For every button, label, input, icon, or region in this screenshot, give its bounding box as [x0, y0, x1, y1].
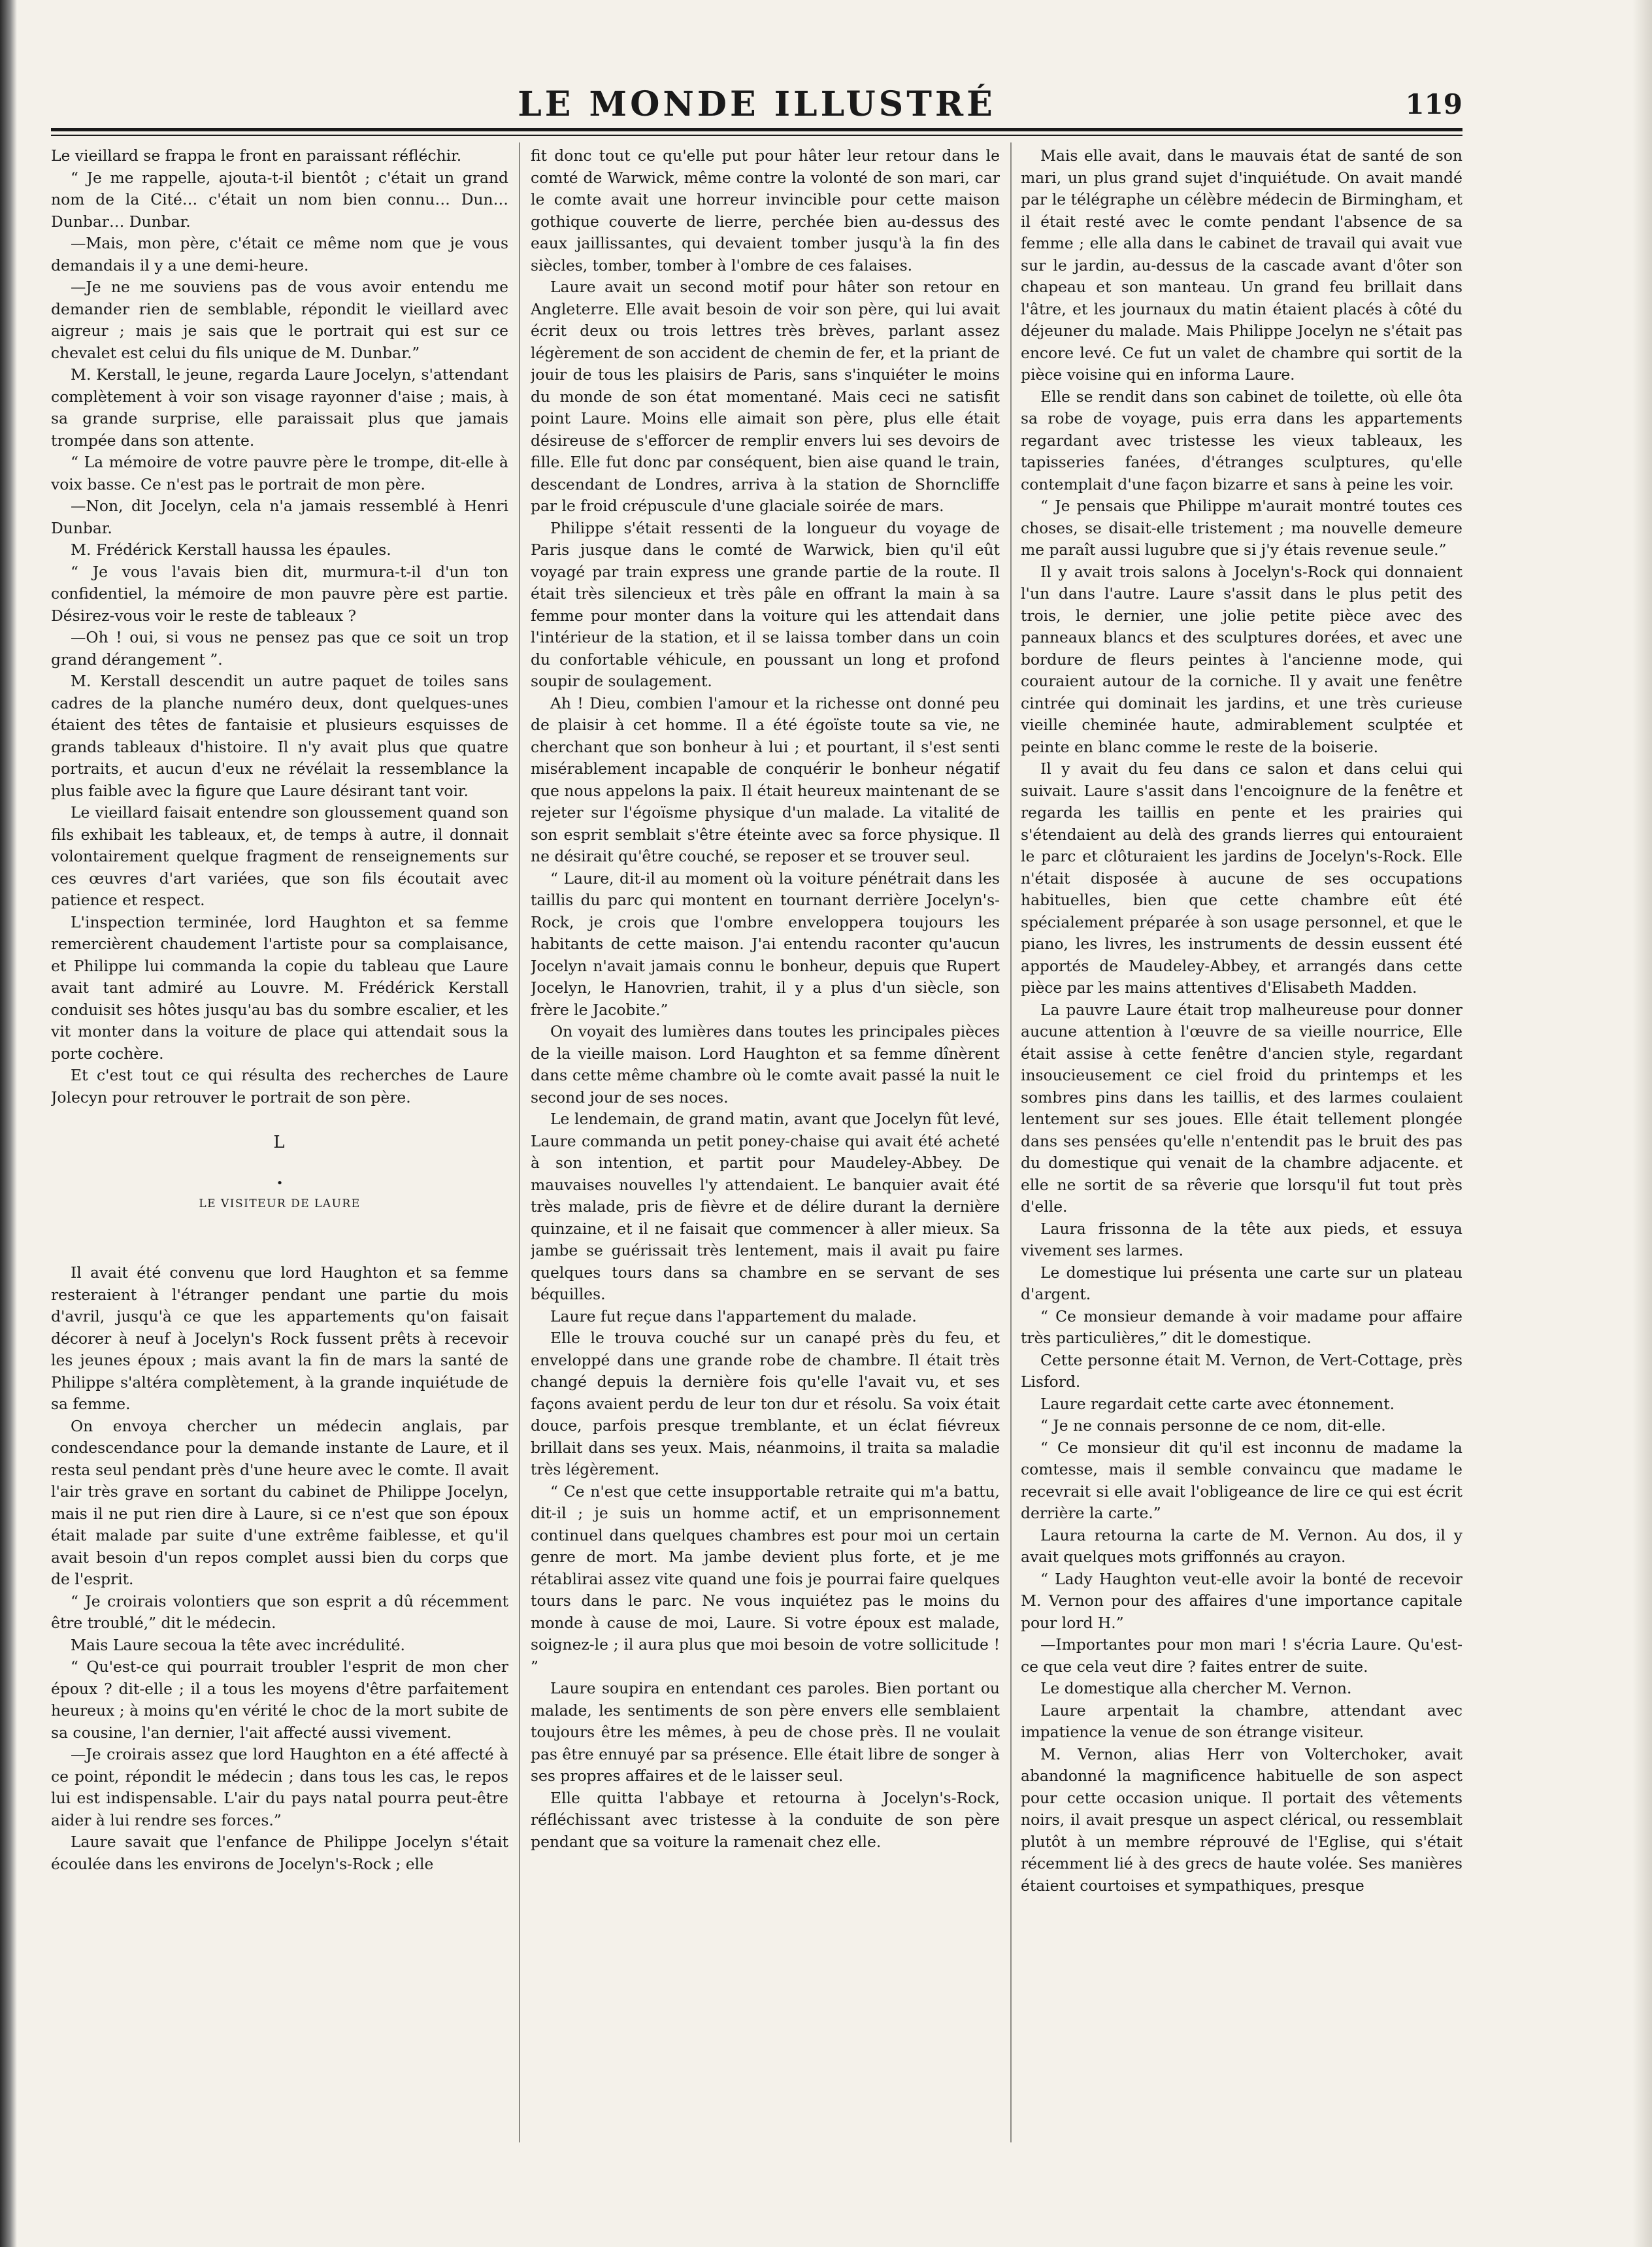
paragraph: —Non, dit Jocelyn, cela n'a jamais ressemblé à Henri Dunbar.	[51, 497, 508, 537]
masthead-title: LE MONDE ILLUSTRÉ	[518, 84, 996, 124]
column-2	[531, 145, 1000, 2145]
paragraph: Ah ! Dieu, combien l'amour et la richesse ont donné peu de plaisir à cet homme. Il a été égoïste toute sa vie, ne cherchant que son bonheur à lui ; et pourtant, il s'est senti misérablement incapable de conquérir le bonheur négatif que nous appelons la paix. Il était heureux maintenant de se rejeter sur l'égoïsme physique d'un malade. La vitalité de son esprit semblait s'être éteinte avec sa force physique. Il ne désirait qu'être couché, se reposer et se trouver seul.	[531, 693, 1000, 865]
paragraph: —Mais, mon père, c'était ce même nom que je vous demandais il y a une demi-heure.	[51, 234, 508, 275]
header-rule-thin	[51, 135, 1462, 136]
scan-edge-left	[0, 0, 17, 2247]
paragraph: fit donc tout ce qu'elle put pour hâter leur retour dans le comté de Warwick, même contre la volonté de son mari, car le comte avait une horreur invincible pour cette maison gothique couverte de lierre, perchée bien au-dessus des eaux jaillissantes, qui devaient tomber jusqu'à la fin des siècles, tomber, tomber à l'ombre de ces falaises.	[531, 146, 1000, 275]
paragraph: Elle se rendit dans son cabinet de toilette, où elle ôta sa robe de voyage, puis erra dans les appartements regardant avec tristesse les vieux tableaux, les tapisseries fanées, d'étranges sculptures, qu'elle contemplait d'une façon bizarre et sans à peine les voir.	[1021, 387, 1462, 493]
page-header	[51, 84, 1462, 125]
paragraph: “ Je pensais que Philippe m'aurait montré toutes ces choses, se disait-elle tristement ; ma nouvelle demeure me paraît aussi lugubre que si j'y étais revenue seule.”	[1021, 497, 1462, 559]
paragraph: Laure regardait cette carte avec étonnement.	[1040, 1394, 1395, 1413]
column-separator	[519, 142, 520, 2142]
paragraph: Le vieillard se frappa le front en paraissant réfléchir.	[51, 146, 462, 165]
paragraph: Laure soupira en entendant ces paroles. Bien portant ou malade, les sentiments de son père envers elle semblaient toujours être les mêmes, à peu de chose près. Il ne voulait pas être ennuyé par sa présence. Elle était libre de songer à ses propres affaires et de le laisser seul.	[531, 1679, 1000, 1785]
column-separator	[1010, 142, 1012, 2142]
paragraph: Laure avait un second motif pour hâter son retour en Angleterre. Elle avait besoin de voir son père, qui lui avait écrit deux ou trois lettres très brèves, parlant assez légèrement de son accident de chemin de fer, et la priant de jouir de tous les plaisirs de Paris, sans s'inquiéter le moins du monde de son état momentané. Mais ceci ne satisfit point Laure. Moins elle aimait son père, plus elle était désireuse de s'efforcer de remplir envers lui ses devoirs de fille. Elle fut donc par conséquent, bien aise quand le train, descendant de Londres, arriva à la station de Shorncliffe par le froid crépuscule d'une glaciale soirée de mars.	[531, 278, 1000, 515]
column-3	[1021, 145, 1462, 2145]
paragraph: Cette personne était M. Vernon, de Vert-Cottage, près Lisford.	[1021, 1350, 1462, 1391]
paragraph: Laura frissonna de la tête aux pieds, et essuya vivement ses larmes.	[1021, 1219, 1462, 1259]
paragraph: On envoya chercher un médecin anglais, par condescendance pour la demande instante de Laure, et il resta seul pendant près d'une heure avec le comte. Il avait l'air très grave en sortant du cabinet de Philippe Jocelyn, mais il ne put rien dire à Laure, si ce n'est que son époux était malade par suite d'une extrême faiblesse, et qu'il avait besoin d'un repos complet aussi bien du corps que de l'esprit.	[51, 1416, 508, 1588]
paragraph: —Importantes pour mon mari ! s'écria Laure. Qu'est-ce que cela veut dire ? faites entrer de suite.	[1021, 1635, 1462, 1676]
paragraph: Mais Laure secoua la tête avec incrédulité.	[71, 1635, 405, 1654]
paragraph: Mais elle avait, dans le mauvais état de santé de son mari, un plus grand sujet d'inquiétude. On avait mandé par le télégraphe un célèbre médecin de Birmingham, et il était resté avec le comte pendant l'absence de sa femme ; elle alla dans le cabinet de travail qui avait vue sur le jardin, au-dessus de la cascade avant d'ôter son chapeau et son manteau. Un grand feu brillait dans l'âtre, et les journaux du matin étaient placés à côté du déjeuner du malade. Mais Philippe Jocelyn ne s'était pas encore levé. Ce fut un valet de chambre qui sortit de la pièce voisine qui en informa Laure.	[1021, 146, 1462, 384]
paragraph: Le domestique lui présenta une carte sur un plateau d'argent.	[1021, 1263, 1462, 1303]
paragraph: Elle le trouva couché sur un canapé près du feu, et enveloppé dans une grande robe de chambre. Il était très changé depuis la dernière fois qu'elle l'avait vu, et ses façons avaient perdu de leur ton dur et résolu. Sa voix était douce, parfois presque tremblante, et un éclat fiévreux brillait dans ses yeux. Mais, néanmoins, il traita sa maladie très légèrement.	[531, 1329, 1000, 1478]
paragraph: “ Lady Haughton veut-elle avoir la bonté de recevoir M. Vernon pour des affaires d'une importance capitale pour lord H.”	[1021, 1569, 1462, 1632]
paragraph: Le domestique alla chercher M. Vernon.	[1040, 1679, 1352, 1697]
paragraph: —Je ne me souviens pas de vous avoir entendu me demander rien de semblable, répondit le vieillard avec aigreur ; mais je sais que le portrait qui est sur ce chevalet est celui du fils unique de M. Dunbar.”	[51, 278, 508, 362]
paragraph: Elle quitta l'abbaye et retourna à Jocelyn's-Rock, réfléchissant avec tristesse à la conduite de son père pendant que sa voiture la ramenait chez elle.	[531, 1788, 1000, 1851]
paragraph: Laura retourna la carte de M. Vernon. Au dos, il y avait quelques mots griffonnés au crayon.	[1021, 1525, 1462, 1566]
paragraph: M. Frédérick Kerstall haussa les épaules.	[71, 541, 391, 559]
paragraph: “ Laure, dit-il au moment où la voiture pénétrait dans les taillis du parc qui montent en tournant derrière Jocelyn's-Rock, je crois que l'ombre enveloppera toujours les habitants de cette maison. J'ai entendu raconter qu'aucun Jocelyn n'avait jamais connu le bonheur, depuis que Rupert Jocelyn, le Hanovrien, trahit, il y a plus d'un siècle, son frère le Jacobite.”	[531, 869, 1000, 1019]
paragraph: Et c'est tout ce qui résulta des recherches de Laure Jolecyn pour retrouver le portrait de son père.	[51, 1066, 508, 1107]
paragraph: “ Je croirais volontiers que son esprit a dû récemment être troublé,” dit le médecin.	[51, 1591, 508, 1632]
paragraph: “ Je ne connais personne de ce nom, dit-elle.	[1040, 1416, 1386, 1435]
paragraph: “ Qu'est-ce qui pourrait troubler l'esprit de mon cher époux ? dit-elle ; il a tous les moyens d'être parfaitement heureux ; à moins qu'en vérité le choc de la mort subite de sa cousine, l'an dernier, l'ait affecté aussi vivement.	[51, 1657, 508, 1742]
paragraph: M. Vernon, alias Herr von Volterchoker, avait abandonné la magnificence habituelle de son aspect pour cette occasion unique. Il portait des vêtements noirs, il avait presque un aspect clérical, ou ressemblait plutôt à un membre réprouvé de l'Eglise, qui s'était récemment lié à des grecs de haute volée. Ses manières étaient courtoises et sympathiques, presque	[1021, 1744, 1462, 1895]
scan-edge-right	[1632, 0, 1652, 2247]
paragraph: M. Kerstall, le jeune, regarda Laure Jocelyn, s'attendant complètement à voir son visage rayonner d'aise ; mais, à sa grande surprise, elle paraissait plus que jamais trompée dans son attente.	[51, 365, 508, 450]
paragraph: Laure arpentait la chambre, attendant avec impatience la venue de son étrange visiteur.	[1021, 1701, 1462, 1741]
paragraph: —Oh ! oui, si vous ne pensez pas que ce soit un trop grand dérangement ”.	[51, 628, 508, 669]
paragraph: “ La mémoire de votre pauvre père le trompe, dit-elle à voix basse. Ce n'est pas le portrait de mon père.	[51, 453, 508, 493]
chapter-title: LE VISITEUR DE LAURE	[199, 1197, 361, 1210]
paragraph: Laure savait que l'enfance de Philippe Jocelyn s'était écoulée dans les environs de Jocelyn's-Rock ; elle	[51, 1833, 508, 1873]
paragraph: Philippe s'était ressenti de la longueur du voyage de Paris jusque dans le comté de Warwick, bien qu'il eût voyagé par train express une grande partie de la route. Il était très silencieux et très pâle en offrant la main à sa femme pour monter dans la voiture qui les attendait dans l'intérieur de la station, et il se laissa tomber dans un coin du confortable véhicule, en poussant un long et profond soupir de soulagement.	[531, 518, 1000, 690]
paragraph: Il y avait trois salons à Jocelyn's-Rock qui donnaient l'un dans l'autre. Laure s'assit dans le plus petit des trois, le dernier, une jolie petite pièce avec des panneaux blancs et des sculptures dorées, et avec une bordure de fleurs peintes à l'ancienne mode, qui couraient autour de la corniche. Il y avait une fenêtre cintrée qui dominait les jardins, et une très curieuse vieille cheminée haute, admirablement sculptée et peinte en blanc comme le reste de la boiserie.	[1021, 562, 1462, 756]
page-number: 119	[1405, 88, 1462, 120]
paragraph: Le lendemain, de grand matin, avant que Jocelyn fût levé, Laure commanda un petit poney-chaise qui avait été acheté à son intention, et partit pour Maudeley-Abbey. De mauvaises nouvelles l'y attendaient. Le banquier avait été très malade, pris de fièvre et de délire durant la dernière quinzaine, et il ne faisait que commencer à aller mieux. Sa jambe se guérissait très lentement, mais il avait pu faire quelques tours dans sa chambre en se servant de ses béquilles.	[531, 1110, 1000, 1303]
paragraph: L'inspection terminée, lord Haughton et sa femme remercièrent chaudement l'artiste pour sa complaisance, et Philippe lui commanda la copie du tableau que Laure avait tant admiré au Louvre. M. Frédérick Kerstall conduisit ses hôtes jusqu'au bas du sombre escalier, et les vit monter dans la voiture de place qui attendait sous la porte cochère.	[51, 912, 508, 1063]
paragraph: —Je croirais assez que lord Haughton en a été affecté à ce point, répondit le médecin ; dans tous les cas, le repos lui est indispensable. L'air du pays natal pourra peut-être aider à lui rendre ses forces.”	[51, 1745, 508, 1829]
paragraph: La pauvre Laure était trop malheureuse pour donner aucune attention à l'œuvre de sa vieille nourrice, Elle était assise à cette fenêtre d'ancien style, regardant insoucieusement ce ciel froid du printemps et les sombres pins dans les taillis, et des larmes coulaient lentement sur ses joues. Elle était tellement plongée dans ses pensées qu'elle n'entendit pas le bruit des pas du domestique qui venait de la chambre adjacente. et elle ne sortit de sa rêverie que lorsqu'il fut tout près d'elle.	[1021, 1000, 1462, 1216]
header-rule-thick	[51, 128, 1462, 131]
chapter-number: L	[273, 1133, 286, 1152]
column-1	[51, 145, 508, 2145]
paragraph: “ Ce monsieur dit qu'il est inconnu de madame la comtesse, mais il semble convaincu que madame le recevrait si elle avait l'obligeance de lire ce qui est écrit derrière la carte.”	[1021, 1438, 1462, 1522]
paragraph: “ Je me rappelle, ajouta-t-il bientôt ; c'était un grand nom de la Cité… c'était un nom bien connu… Dun… Dunbar… Dunbar.	[51, 168, 508, 231]
paragraph: “ Ce monsieur demande à voir madame pour affaire très particulières,” dit le domestique.	[1021, 1307, 1462, 1347]
paragraph: Le vieillard faisait entendre son gloussement quand son fils exhibait les tableaux, et, de temps à autre, il donnait volontairement quelque fragment de renseignements sur ces œuvres d'art variées, que son fils écoutait avec patience et respect.	[51, 803, 508, 909]
paragraph: Il y avait du feu dans ce salon et dans celui qui suivait. Laure s'assit dans l'encoignure de la fenêtre et regarda les taillis en pente et les prairies qui s'étendaient au delà des grands lierres qui entouraient le parc et clôturaient les jardins de Jocelyn's-Rock. Elle n'était disposée à aucune de ses occupations habituelles, bien que cette chambre eût été spécialement préparée à son usage personnel, et que le piano, les livres, les instruments de dessin eussent été apportés de Maudeley-Abbey, et arrangés dans cette pièce par les mains attentives d'Elisabeth Madden.	[1021, 759, 1462, 997]
paragraph: M. Kerstall descendit un autre paquet de toiles sans cadres de la planche numéro deux, dont quelques-unes étaient des têtes de fantaisie et plusieurs esquisses de grands tableaux d'histoire. Il n'y avait plus que quatre portraits, et aucun d'eux ne révélait la ressemblance la plus faible avec la figure que Laure désirant tant voir.	[51, 672, 508, 800]
ornament-dot: •	[276, 1176, 284, 1190]
paragraph: Il avait été convenu que lord Haughton et sa femme resteraient à l'étranger pendant une partie du mois d'avril, jusqu'à ce que les appartements qu'on faisait décorer à neuf à Jocelyn's Rock fussent prêts à recevoir les jeunes époux ; mais avant la fin de mars la santé de Philippe s'altéra complètement, à la grande inquiétude de sa femme.	[51, 1263, 508, 1413]
paragraph: On voyait des lumières dans toutes les principales pièces de la vieille maison. Lord Haughton et sa femme dînèrent dans cette même chambre où le comte avait passé la nuit le second jour de ses noces.	[531, 1022, 1000, 1107]
paragraph: Laure fut reçue dans l'appartement du malade.	[550, 1307, 917, 1325]
paragraph: “ Je vous l'avais bien dit, murmura-t-il d'un ton confidentiel, la mémoire de mon pauvre père est partie. Désirez-vous voir le reste de tableaux ?	[51, 562, 508, 625]
paragraph: “ Ce n'est que cette insupportable retraite qui m'a battu, dit-il ; je suis un homme actif, et un emprisonnement continuel dans quelques chambres est pour moi un certain genre de mort. Ma jambe devient plus forte, et je me rétablirai assez vite quand une fois je pourrai faire quelques tours dans le parc. Ne vous inquiétez pas le moins du monde à cause de moi, Laure. Si votre époux est malade, soignez-le ; il aura plus que moi besoin de votre sollicitude ! ”	[531, 1482, 1000, 1676]
